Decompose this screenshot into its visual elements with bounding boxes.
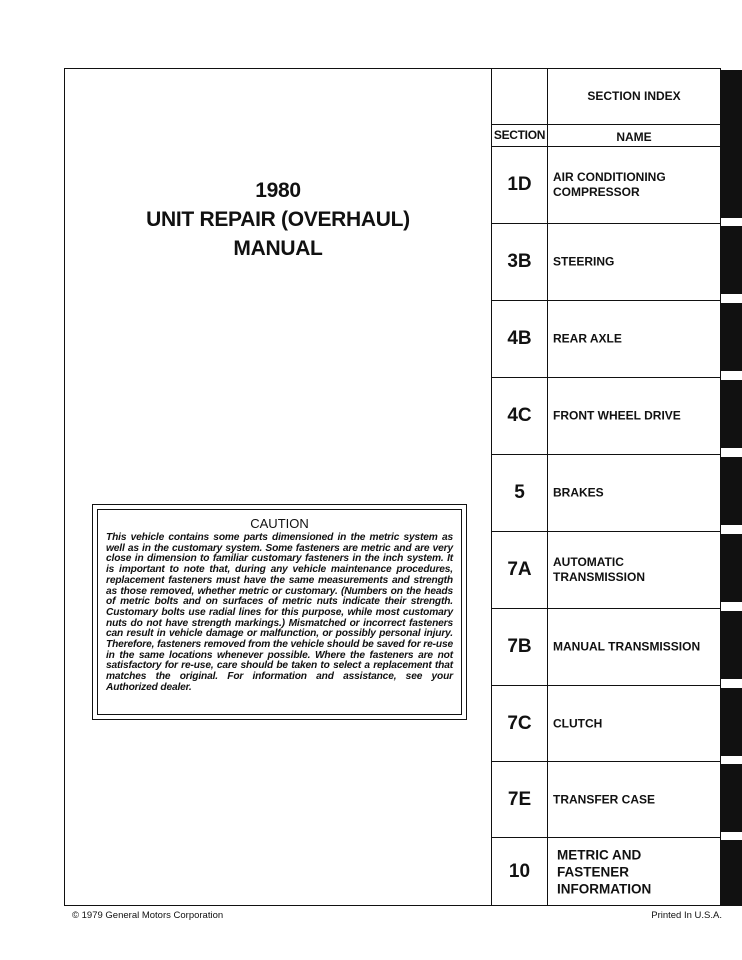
- section-name: STEERING: [553, 254, 615, 269]
- thumb-tab: [721, 457, 742, 525]
- section-code: 4C: [507, 405, 532, 426]
- index-row[interactable]: [492, 838, 720, 905]
- header-divider: [492, 124, 720, 125]
- thumb-tab: [721, 226, 742, 294]
- index-row[interactable]: [492, 609, 720, 686]
- copyright-notice: © 1979 General Motors Corporation: [72, 910, 224, 921]
- thumb-tab: [721, 380, 742, 448]
- thumb-tab: [721, 764, 742, 832]
- index-row[interactable]: [492, 532, 720, 609]
- column-header-section: SECTION: [493, 128, 546, 142]
- section-name: AUTOMATIC TRANSMISSION: [553, 555, 646, 584]
- thumb-tab: [721, 303, 742, 371]
- index-row[interactable]: [492, 762, 720, 838]
- printed-notice: Printed In U.S.A.: [651, 910, 722, 921]
- section-code: 7E: [507, 788, 532, 810]
- thumb-tab: [721, 840, 742, 906]
- index-row[interactable]: [492, 301, 720, 378]
- index-row[interactable]: [492, 147, 720, 224]
- caution-text: This vehicle contains some parts dimensioned in the metric system as well as in the customary system. Some fasteners are metric and are very close in dimension to familiar customary fasteners in the inch system. It is important to note that, during any vehicle maintenance procedures, replacement fasteners must have the same measurements and strength as those removed, whether metric or customary. (Numbers on the heads of metric bolts and on surfaces of metric nuts indicate their strength. Customary bolts use radial lines for this purpose, while most customary nuts do not have strength markings.) Mismatched or incorrect fasteners can result in vehicle damage or malfunction, or possibly personal injury. Therefore, fasteners removed from the vehicle should be saved for re-use in the same locations whenever possible. Where the fasteners are not satisfactory for re-use, care should be taken to select a replacement that matches the original. For information and assistance, see your Authorized dealer.: [106, 532, 453, 693]
- section-code: 7C: [507, 712, 532, 734]
- index-row[interactable]: [492, 455, 720, 532]
- caution-box: [92, 504, 467, 720]
- index-header: [492, 69, 720, 147]
- index-title: SECTION INDEX: [587, 89, 681, 103]
- section-name: CLUTCH: [553, 716, 603, 730]
- section-name: MANUAL TRANSMISSION: [553, 639, 701, 654]
- section-name: REAR AXLE: [553, 331, 622, 346]
- section-name: METRIC AND FASTENER INFORMATION: [557, 847, 652, 896]
- index-row[interactable]: [492, 686, 720, 762]
- thumb-tab: [721, 70, 742, 218]
- section-code: 1D: [507, 174, 532, 195]
- section-code: 10: [508, 860, 531, 882]
- section-name: FRONT WHEEL DRIVE: [553, 408, 681, 423]
- column-header-name: NAME: [616, 130, 652, 144]
- manual-year: 1980: [255, 179, 301, 202]
- thumb-tab: [721, 688, 742, 756]
- section-code: 7B: [507, 636, 532, 657]
- section-index: [491, 68, 721, 906]
- manual-title: [64, 176, 492, 263]
- section-name: BRAKES: [553, 485, 604, 500]
- caution-inner-border: [97, 509, 462, 715]
- section-code: 5: [514, 482, 525, 503]
- manual-title-line1: UNIT REPAIR (OVERHAUL): [146, 208, 410, 231]
- manual-title-line2: MANUAL: [233, 237, 323, 260]
- index-row[interactable]: [492, 224, 720, 301]
- thumb-tab: [721, 611, 742, 679]
- thumb-tab: [721, 534, 742, 602]
- section-code: 4B: [507, 328, 532, 349]
- section-name: TRANSFER CASE: [553, 792, 656, 806]
- caution-title: CAUTION: [250, 516, 309, 531]
- section-code: 3B: [507, 251, 532, 272]
- index-row[interactable]: [492, 378, 720, 455]
- section-name: AIR CONDITIONING COMPRESSOR: [553, 170, 666, 199]
- section-code: 7A: [507, 559, 532, 580]
